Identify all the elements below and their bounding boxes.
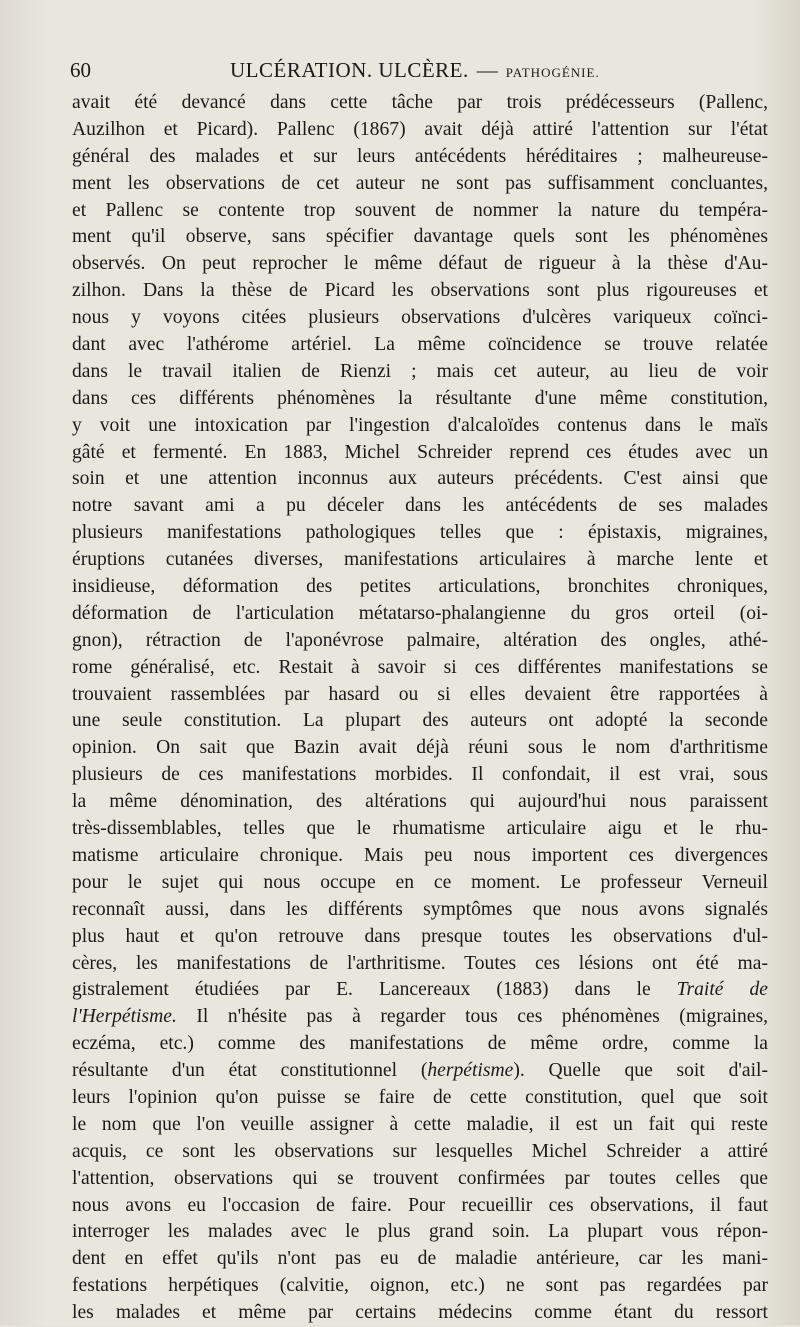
text-line: nous y voyons citées plusieurs observations d'ulcères variqueux coïnci- xyxy=(72,307,768,329)
text-line: avait été devancé dans cette tâche par trois prédécesseurs (Pallenc, xyxy=(72,92,768,113)
text-line: et Pallenc se contente trop souvent de nommer la nature du tempéra- xyxy=(72,199,768,221)
text-line: opinion. On sait que Bazin avait déjà réuni sous le nom d'arthritisme xyxy=(72,737,768,759)
text-line: plus haut et qu'on retrouve dans presque toutes les observations d'ul- xyxy=(72,925,768,947)
text-line: gâté et fermenté. En 1883, Michel Schreider reprend ces études avec un xyxy=(72,441,768,463)
text-line: dent en effet qu'ils n'ont pas eu de maladie antérieure, car les mani- xyxy=(72,1248,768,1270)
text-line: Auzilhon et Picard). Pallenc (1867) avait déjà attiré l'attention sur l'état xyxy=(72,118,768,140)
text-line: dans ces différents phénomènes la résultante d'une même constitution, xyxy=(72,387,768,409)
running-section: PATHOGÉNIE. xyxy=(505,65,600,80)
text-line: trouvaient rassemblées par hasard ou si elles devaient être rapportées à xyxy=(72,683,768,705)
page-number: 60 xyxy=(70,58,91,82)
text-line: rome généralisé, etc. Restait à savoir si ces différentes manifestations se xyxy=(72,656,768,678)
text-line: ment qu'il observe, sans spécifier davantage quels sont les phénomènes xyxy=(72,226,768,248)
text-line: la même dénomination, des altérations qui aujourd'hui nous paraissent xyxy=(72,791,768,813)
text-line: notre savant ami a pu déceler dans les antécédents de ses malades xyxy=(72,495,768,517)
text-line: cères, les manifestations de l'arthritisme. Toutes ces lésions ont été ma- xyxy=(72,952,768,974)
text-line: eczéma, etc.) comme des manifestations de même ordre, comme la xyxy=(72,1033,768,1055)
text-line: acquis, ce sont les observations sur lesquelles Michel Schreider a attiré xyxy=(72,1140,768,1162)
text-line: zilhon. Dans la thèse de Picard les observations sont plus rigoureuses et xyxy=(72,280,768,302)
text-line: gnon), rétraction de l'aponévrose palmaire, altération des ongles, athé- xyxy=(72,629,768,651)
text-line: nous avons eu l'occasion de faire. Pour recueillir ces observations, il faut xyxy=(72,1194,768,1216)
text-line: festations herpétiques (calvitie, oignon, etc.) ne sont pas regardées par xyxy=(72,1275,768,1297)
text-line: matisme articulaire chronique. Mais peu nous importent ces divergences xyxy=(72,844,768,866)
text-line: interroger les malades avec le plus grand soin. La plupart vous répon- xyxy=(72,1221,768,1243)
running-title: ULCÉRATION. ULCÈRE. xyxy=(230,58,469,82)
text-line: les malades et même par certains médecins comme étant du ressort xyxy=(72,1302,768,1324)
text-line: insidieuse, déformation des petites articulations, bronchites chroniques, xyxy=(72,576,768,598)
running-header xyxy=(70,58,760,86)
text-line: leurs l'opinion qu'on puisse se faire de cette constitution, quel que soit xyxy=(72,1086,768,1108)
text-line: plusieurs manifestations pathologiques telles que : épistaxis, migraines, xyxy=(72,522,768,544)
text-line: observés. On peut reprocher le même défaut de rigueur à la thèse d'Au- xyxy=(72,253,768,275)
text-line: soin et une attention inconnus aux auteurs précédents. C'est ainsi que xyxy=(72,468,768,490)
text-line: éruptions cutanées diverses, manifestations articulaires à marche lente et xyxy=(72,549,768,571)
running-separator: — xyxy=(476,58,498,82)
text-line: dans le travail italien de Rienzi ; mais cet auteur, au lieu de voir xyxy=(72,360,768,382)
body-text xyxy=(72,90,768,1327)
text-line: pour le sujet qui nous occupe en ce moment. Le professeur Verneuil xyxy=(72,871,768,893)
text-line: l'attention, observations qui se trouvent confirmées par toutes celles que xyxy=(72,1167,768,1189)
text-line: le nom que l'on veuille assigner à cette maladie, il est un fait qui reste xyxy=(72,1113,768,1135)
text-line: gistralement étudiées par E. Lancereaux (1883) dans le Traité de xyxy=(72,979,768,1001)
text-line: général des malades et sur leurs antécédents héréditaires ; malheureuse- xyxy=(72,145,768,167)
text-line: résultante d'un état constitutionnel (herpétisme). Quelle que soit d'ail- xyxy=(72,1060,768,1082)
text-line: ment les observations de cet auteur ne sont pas suffisamment concluantes, xyxy=(72,172,768,194)
text-line: une seule constitution. La plupart des auteurs ont adopté la seconde xyxy=(72,710,768,732)
text-line: déformation de l'articulation métatarso-phalangienne du gros orteil (oi- xyxy=(72,602,768,624)
text-line: très-dissemblables, telles que le rhumatisme articulaire aigu et le rhu- xyxy=(72,818,768,840)
text-line: y voit une intoxication par l'ingestion d'alcaloïdes contenus dans le maïs xyxy=(72,414,768,436)
text-line: reconnaît aussi, dans les différents symptômes que nous avons signalés xyxy=(72,898,768,920)
text-line: dant avec l'athérome artériel. La même coïncidence se trouve relatée xyxy=(72,334,768,356)
text-line: plusieurs de ces manifestations morbides. Il confondait, il est vrai, sous xyxy=(72,764,768,786)
text-line: l'Herpétisme. Il n'hésite pas à regarder tous ces phénomènes (migraines, xyxy=(72,1006,768,1028)
